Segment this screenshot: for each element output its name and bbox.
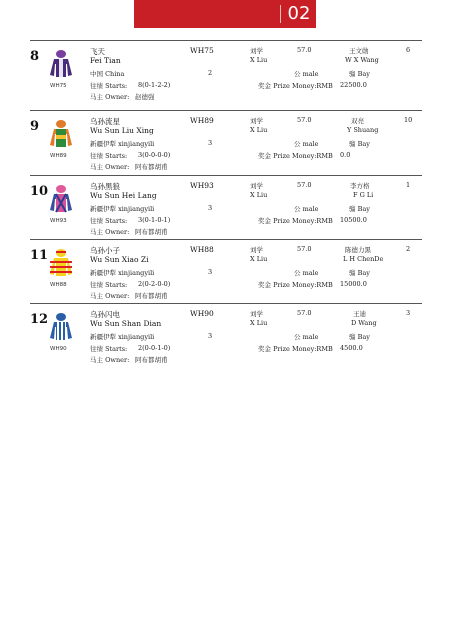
- trainer-name-cn: 陈德力黑: [345, 246, 371, 254]
- owner-value: 阿布都胡甫: [135, 356, 168, 364]
- horse-sex: 公 male: [294, 269, 319, 277]
- horse-sex: 公 male: [294, 140, 319, 148]
- header-divider: [280, 5, 281, 23]
- prize-value: 10500.0: [340, 216, 367, 224]
- jockey-name-cn: 刘学: [250, 117, 263, 125]
- trainer-name-cn: 王文勋: [349, 47, 369, 55]
- jockey-silks-icon: [48, 248, 74, 280]
- horse-origin: 中国 China: [90, 70, 125, 78]
- horse-number: 12: [30, 312, 49, 327]
- page-number: 02: [287, 3, 311, 24]
- horse-name-en: Wu Sun Hei Lang: [90, 191, 157, 200]
- trainer-name-en: D Wang: [351, 319, 377, 327]
- horse-number: 9: [30, 119, 40, 134]
- extra-number: 3: [406, 309, 411, 317]
- prize-label: 奖金 Prize Money:RMB: [258, 152, 333, 160]
- horse-color: 骝 Bay: [349, 140, 370, 148]
- prize-label: 奖金 Prize Money:RMB: [258, 345, 333, 353]
- prize-value: 0.0: [340, 151, 351, 159]
- weight: 57.0: [297, 46, 312, 54]
- horse-color: 骝 Bay: [349, 70, 370, 78]
- horse-name-en: Fei Tian: [90, 56, 121, 65]
- horse-sex: 公 male: [294, 70, 319, 78]
- jockey-silks-icon: [48, 49, 74, 81]
- starts-label: 往绩 Starts:: [90, 217, 128, 225]
- owner-value: 阿布都胡甫: [135, 163, 168, 171]
- draw-number: 3: [208, 204, 213, 212]
- jockey-silks-icon: [48, 312, 74, 344]
- horse-code-small: WH89: [50, 153, 67, 159]
- horse-origin: 新疆伊犁 xinjiangyili: [90, 205, 155, 213]
- horse-origin: 新疆伊犁 xinjiangyili: [90, 333, 155, 341]
- row-separator: [30, 110, 422, 111]
- starts-value: 8(0-1-2-2): [138, 81, 171, 89]
- horse-code-small: WH90: [50, 346, 67, 352]
- prize-value: 22500.0: [340, 81, 367, 89]
- owner-label: 马主 Owner:: [90, 93, 130, 101]
- starts-value: 3(0-0-0-0): [138, 151, 171, 159]
- jockey-name-en: X Liu: [250, 255, 268, 263]
- trainer-name-cn: 李方格: [350, 182, 370, 190]
- trainer-name-en: L H ChenDe: [343, 255, 384, 263]
- horse-name-cn: 乌孙闪电: [90, 310, 120, 319]
- horse-color: 骝 Bay: [349, 333, 370, 341]
- horse-color: 骝 Bay: [349, 269, 370, 277]
- horse-entry: [30, 179, 422, 241]
- prize-label: 奖金 Prize Money:RMB: [258, 217, 333, 225]
- horse-code-small: WH93: [50, 218, 67, 224]
- trainer-name-en: F G Li: [353, 191, 374, 199]
- trainer-name-en: Y Shuang: [347, 126, 379, 134]
- extra-number: 1: [406, 181, 411, 189]
- starts-label: 往绩 Starts:: [90, 152, 128, 160]
- draw-number: 2: [208, 69, 213, 77]
- horse-name-cn: 乌孙小子: [90, 246, 120, 255]
- horse-entry: [30, 44, 422, 106]
- horse-color: 骝 Bay: [349, 205, 370, 213]
- horse-origin: 新疆伊犁 xinjiangyili: [90, 140, 155, 148]
- prize-label: 奖金 Prize Money:RMB: [258, 281, 333, 289]
- owner-label: 马主 Owner:: [90, 292, 130, 300]
- starts-label: 往绩 Starts:: [90, 281, 128, 289]
- jockey-name-cn: 刘学: [250, 182, 263, 190]
- page-header-bar: [134, 0, 316, 28]
- horse-code: WH75: [190, 46, 214, 55]
- horse-number: 10: [30, 184, 49, 199]
- horse-entry: [30, 243, 422, 305]
- row-separator: [30, 40, 422, 41]
- horse-code-small: WH88: [50, 282, 67, 288]
- horse-code: WH88: [190, 245, 214, 254]
- owner-label: 马主 Owner:: [90, 163, 130, 171]
- draw-number: 3: [208, 332, 213, 340]
- horse-name-cn: 乌孙流星: [90, 117, 120, 126]
- extra-number: 2: [406, 245, 411, 253]
- prize-value: 4500.0: [340, 344, 363, 352]
- horse-name-en: Wu Sun Liu Xing: [90, 126, 154, 135]
- jockey-name-cn: 刘学: [250, 310, 263, 318]
- weight: 57.0: [297, 245, 312, 253]
- horse-entry: [30, 114, 422, 176]
- starts-label: 往绩 Starts:: [90, 82, 128, 90]
- horse-origin: 新疆伊犁 xinjiangyili: [90, 269, 155, 277]
- horse-entry: [30, 307, 422, 369]
- starts-label: 往绩 Starts:: [90, 345, 128, 353]
- trainer-name-en: W X Wang: [345, 56, 379, 64]
- starts-value: 2(0-2-0-0): [138, 280, 171, 288]
- horse-name-cn: 乌孙黑狼: [90, 182, 120, 191]
- owner-label: 马主 Owner:: [90, 356, 130, 364]
- jockey-name-en: X Liu: [250, 191, 268, 199]
- starts-value: 2(0-0-1-0): [138, 344, 171, 352]
- weight: 57.0: [297, 309, 312, 317]
- jockey-silks-icon: [48, 119, 74, 151]
- horse-name-cn: 飞天: [90, 47, 105, 56]
- trainer-name-cn: 王迪: [353, 310, 366, 318]
- starts-value: 3(0-1-0-1): [138, 216, 171, 224]
- owner-value: 阿布都胡甫: [135, 228, 168, 236]
- horse-name-en: Wu Sun Xiao Zi: [90, 255, 149, 264]
- jockey-name-cn: 刘学: [250, 246, 263, 254]
- horse-code: WH93: [190, 181, 214, 190]
- horse-code: WH90: [190, 309, 214, 318]
- horse-number: 8: [30, 49, 40, 64]
- jockey-silks-icon: [48, 184, 74, 216]
- horse-sex: 公 male: [294, 205, 319, 213]
- trainer-name-cn: 双亮: [351, 117, 364, 125]
- horse-code-small: WH75: [50, 83, 67, 89]
- jockey-name-cn: 刘学: [250, 47, 263, 55]
- jockey-name-en: X Liu: [250, 56, 268, 64]
- draw-number: 3: [208, 139, 213, 147]
- weight: 57.0: [297, 116, 312, 124]
- owner-value: 阿布都胡甫: [135, 292, 168, 300]
- horse-sex: 公 male: [294, 333, 319, 341]
- jockey-name-en: X Liu: [250, 126, 268, 134]
- draw-number: 3: [208, 268, 213, 276]
- horse-number: 11: [30, 248, 49, 263]
- weight: 57.0: [297, 181, 312, 189]
- owner-value: 赵德强: [135, 93, 155, 101]
- jockey-name-en: X Liu: [250, 319, 268, 327]
- extra-number: 6: [406, 46, 411, 54]
- horse-name-en: Wu Sun Shan Dian: [90, 319, 162, 328]
- prize-value: 15000.0: [340, 280, 367, 288]
- extra-number: 10: [404, 116, 413, 124]
- owner-label: 马主 Owner:: [90, 228, 130, 236]
- horse-code: WH89: [190, 116, 214, 125]
- prize-label: 奖金 Prize Money:RMB: [258, 82, 333, 90]
